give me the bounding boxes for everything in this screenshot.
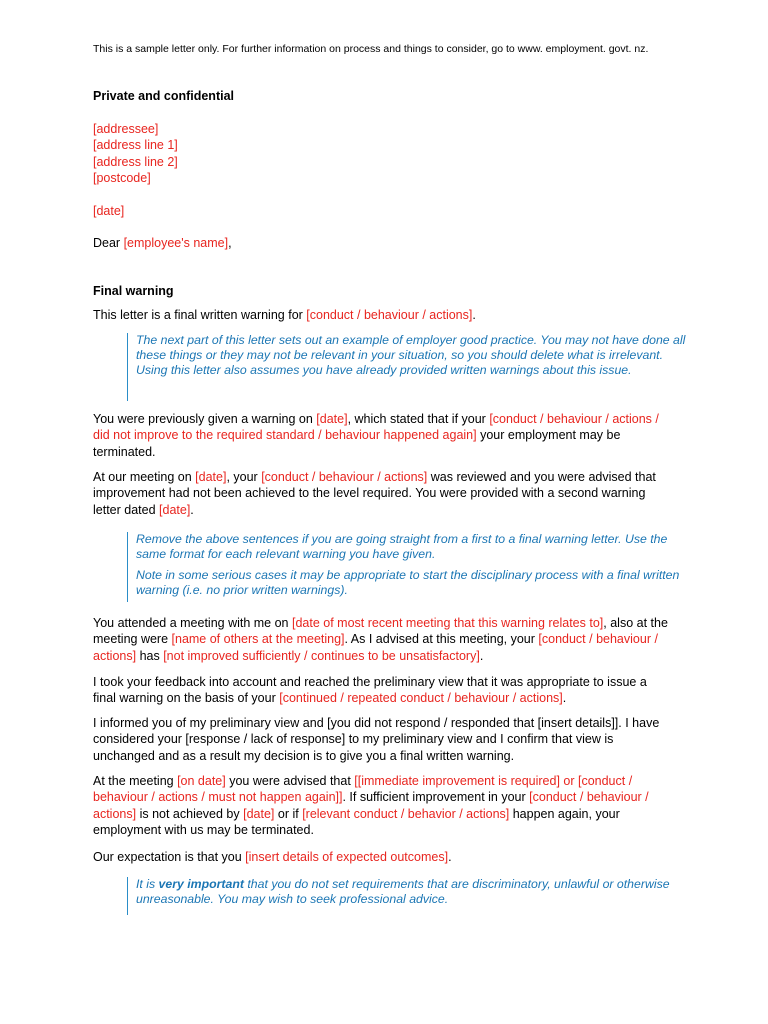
placeholder: [relevant conduct / behavior / actions]	[302, 806, 510, 821]
placeholder: [name of others at the meeting]	[171, 632, 345, 647]
text: has	[136, 648, 164, 663]
text: .	[190, 502, 194, 517]
guidance-text	[136, 877, 688, 907]
address-line: [addressee]	[93, 122, 159, 136]
text: It is	[136, 877, 159, 891]
guidance-text: Remove the above sentences if you are going straight from a first to a final warning letter. Use the same format for each relevant warning you have given.	[136, 532, 668, 561]
text: You were previously given a warning on	[93, 412, 317, 426]
placeholder: [date]	[243, 806, 275, 821]
text: , your	[226, 470, 262, 484]
text: .	[562, 691, 567, 706]
placeholder: [conduct / behaviour / actions]	[261, 470, 428, 484]
salutation-text: ,	[228, 236, 232, 250]
text: You attended a meeting with me on	[93, 616, 292, 630]
placeholder: [conduct / behaviour / actions / did not improve to the required standard / behaviour happened again]	[93, 412, 659, 443]
expectation-paragraph	[93, 849, 673, 865]
previous-warning-paragraph	[93, 411, 673, 460]
sample-notice: This is a sample letter only. For further information on process and things to consider, go to www. employment. govt. nz.	[93, 43, 649, 55]
address-line: [address line 2]	[93, 154, 178, 169]
informed-paragraph: I informed you of my preliminary view and [you did not respond / responded that [insert details]]. I have considered your [response / lack of response] to my preliminary view and I confirm that view is unchanged and as a result my decision is to give you a final written warning.	[93, 716, 660, 763]
placeholder: [not improved sufficiently / continues to be unsatisfactory]	[163, 648, 480, 663]
guidance-note-practice	[127, 333, 688, 401]
guidance-text: Note in some serious cases it may be appropriate to start the disciplinary process with a final written warning (i.e. no prior written warnings).	[136, 568, 680, 597]
confidential-label: Private and confidential	[93, 89, 235, 103]
feedback-paragraph	[93, 674, 673, 707]
text: is not achieved by	[136, 806, 244, 821]
text: that you do not set requirements that are discriminatory, unlawful or otherwise unreasonable. You may wish to seek professional advice.	[136, 877, 670, 906]
text: you were advised that	[225, 774, 355, 788]
salutation	[93, 235, 673, 251]
attended-paragraph	[93, 615, 673, 664]
text: happen again, your employment with us may be terminated.	[93, 806, 620, 838]
placeholder: [date]	[195, 470, 227, 484]
text: or if	[274, 806, 303, 821]
employee-name-placeholder: [employee's name]	[123, 236, 229, 250]
placeholder: [continued / repeated conduct / behaviour / actions]	[279, 691, 563, 706]
guidance-text: The next part of this letter sets out an example of employer good practice. You may not have done all these things or they may not be relevant in your situation, so you should delete what is irrelevant. Using this letter also assumes you have already provided written warnings about this issue.	[136, 333, 686, 377]
placeholder: [conduct / behaviour / actions]	[93, 632, 658, 663]
address-line: [address line 1]	[93, 138, 178, 153]
text: At our meeting on	[93, 470, 196, 484]
text: . As I advised at this meeting, your	[344, 632, 539, 647]
text: I took your feedback into account and reached the preliminary view that it was appropriate to issue a final warning on the basis of your	[93, 675, 647, 706]
text: .	[472, 308, 476, 322]
placeholder: [conduct / behaviour / actions]	[93, 790, 649, 821]
placeholder: [insert details of expected outcomes]	[245, 850, 449, 864]
guidance-note-important	[127, 877, 688, 915]
text: .	[448, 850, 452, 864]
text: , also at the meeting were	[93, 616, 668, 647]
text: . If sufficient improvement in your	[342, 790, 530, 805]
placeholder: [on date]	[177, 774, 226, 788]
emphasis: very important	[158, 877, 244, 891]
placeholder: [conduct / behaviour / actions]	[306, 308, 473, 322]
placeholder: [date]	[316, 412, 348, 426]
placeholder: [date]	[159, 502, 191, 517]
text: .	[479, 648, 484, 663]
advised-paragraph	[93, 773, 673, 839]
placeholder: [[immediate improvement is required] or [conduct / behaviour / actions / must not happen again]]	[93, 774, 633, 805]
address-line: [postcode]	[93, 171, 151, 186]
text: your employment may be terminated.	[93, 428, 621, 459]
intro-paragraph	[93, 307, 673, 323]
text: was reviewed and you were advised that improvement had not been achieved to the level required. You were provided with a second warning letter dated	[93, 470, 656, 517]
address-block	[93, 121, 673, 187]
text: At the meeting	[93, 774, 178, 788]
meeting-paragraph	[93, 469, 673, 518]
guidance-note-remove	[127, 532, 688, 602]
salutation-text: Dear	[93, 236, 124, 250]
text: This letter is a final written warning for	[93, 308, 307, 322]
letter-heading: Final warning	[93, 284, 174, 298]
letter-date: [date]	[93, 204, 125, 218]
text: Our expectation is that you	[93, 850, 246, 864]
placeholder: [date of most recent meeting that this warning relates to]	[291, 616, 604, 630]
text: , which stated that if your	[347, 412, 490, 426]
